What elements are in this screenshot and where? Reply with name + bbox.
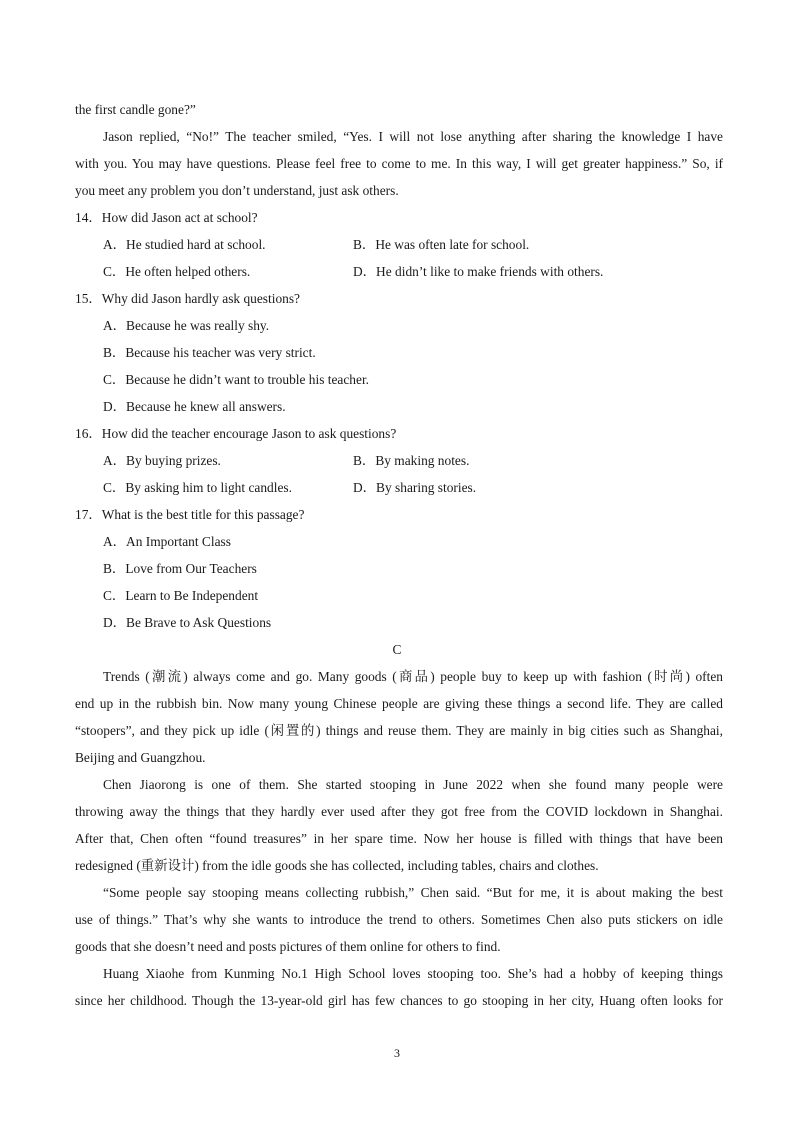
passage-line: Chen Jiaorong is one of them. She started stooping in June 2022 when she found many people were	[103, 777, 723, 792]
answer-option: B．Love from Our Teachers	[103, 561, 257, 576]
answer-option: A．By buying prizes.	[103, 453, 221, 468]
question-stem: 14．How did Jason act at school?	[75, 210, 258, 225]
section-heading: C	[392, 642, 402, 657]
answer-option: D．He didn’t like to make friends with others.	[353, 264, 604, 279]
passage-line: Trends (潮流) always come and go. Many goods (商品) people buy to keep up with fashion (时尚) often	[103, 669, 723, 684]
answer-option: D．By sharing stories.	[353, 480, 477, 495]
answer-option: D．Because he knew all answers.	[103, 399, 286, 414]
passage-line: redesigned (重新设计) from the idle goods she has collected, including tables, chairs and clothes.	[75, 858, 599, 873]
answer-option: A．Because he was really shy.	[103, 318, 270, 333]
passage-line: the first candle gone?”	[75, 102, 196, 117]
answer-option: B．Because his teacher was very strict.	[103, 345, 316, 360]
answer-option: C．Learn to Be Independent	[103, 588, 259, 603]
passage-line: Huang Xiaohe from Kunming No.1 High School loves stooping too. She’s had a hobby of keeping things	[103, 966, 723, 981]
passage-line: you meet any problem you don’t understand, just ask others.	[75, 183, 399, 198]
page-number: 3	[394, 1046, 400, 1060]
answer-option: B．By making notes.	[353, 453, 470, 468]
passage-line: “stoopers”, and they pick up idle (闲置的) things and reuse them. They are mainly in big cities such as Shanghai,	[75, 723, 723, 738]
passage-line: goods that she doesn’t need and posts pictures of them online for others to find.	[75, 939, 501, 954]
passage-line: end up in the rubbish bin. Now many young Chinese people are giving these things a second life. They are called	[75, 696, 723, 711]
passage-line: use of things.” That’s why she wants to introduce the trend to others. Sometimes Chen also puts stickers on idle	[75, 912, 723, 927]
answer-option: A．He studied hard at school.	[103, 237, 266, 252]
passage-line: Jason replied, “No!” The teacher smiled, “Yes. I will not lose anything after sharing the knowledge I have	[103, 129, 723, 144]
answer-option: B．He was often late for school.	[353, 237, 530, 252]
answer-option: C．By asking him to light candles.	[103, 480, 292, 495]
answer-option: A．An Important Class	[103, 534, 231, 549]
question-stem: 15．Why did Jason hardly ask questions?	[75, 291, 301, 306]
passage-line: “Some people say stooping means collecting rubbish,” Chen said. “But for me, it is about making the best	[103, 885, 723, 900]
passage-line: with you. You may have questions. Please feel free to come to me. In this way, I will get greater happiness.” So, if	[75, 156, 723, 171]
answer-option: C．Because he didn’t want to trouble his teacher.	[103, 372, 370, 387]
passage-line: throwing away the things that they hardly ever used after they got free from the COVID lockdown in Shanghai.	[75, 804, 723, 819]
answer-option: C．He often helped others.	[103, 264, 251, 279]
passage-line: since her childhood. Though the 13-year-old girl has few chances to go stooping in her city, Huang often looks for	[75, 993, 723, 1008]
answer-option: D．Be Brave to Ask Questions	[103, 615, 272, 630]
passage-line: Beijing and Guangzhou.	[75, 750, 206, 765]
passage-line: After that, Chen often “found treasures” in her spare time. Now her house is filled with things that have been	[75, 831, 723, 846]
question-stem: 17．What is the best title for this passage?	[75, 507, 305, 522]
question-stem: 16．How did the teacher encourage Jason to ask questions?	[75, 426, 397, 441]
